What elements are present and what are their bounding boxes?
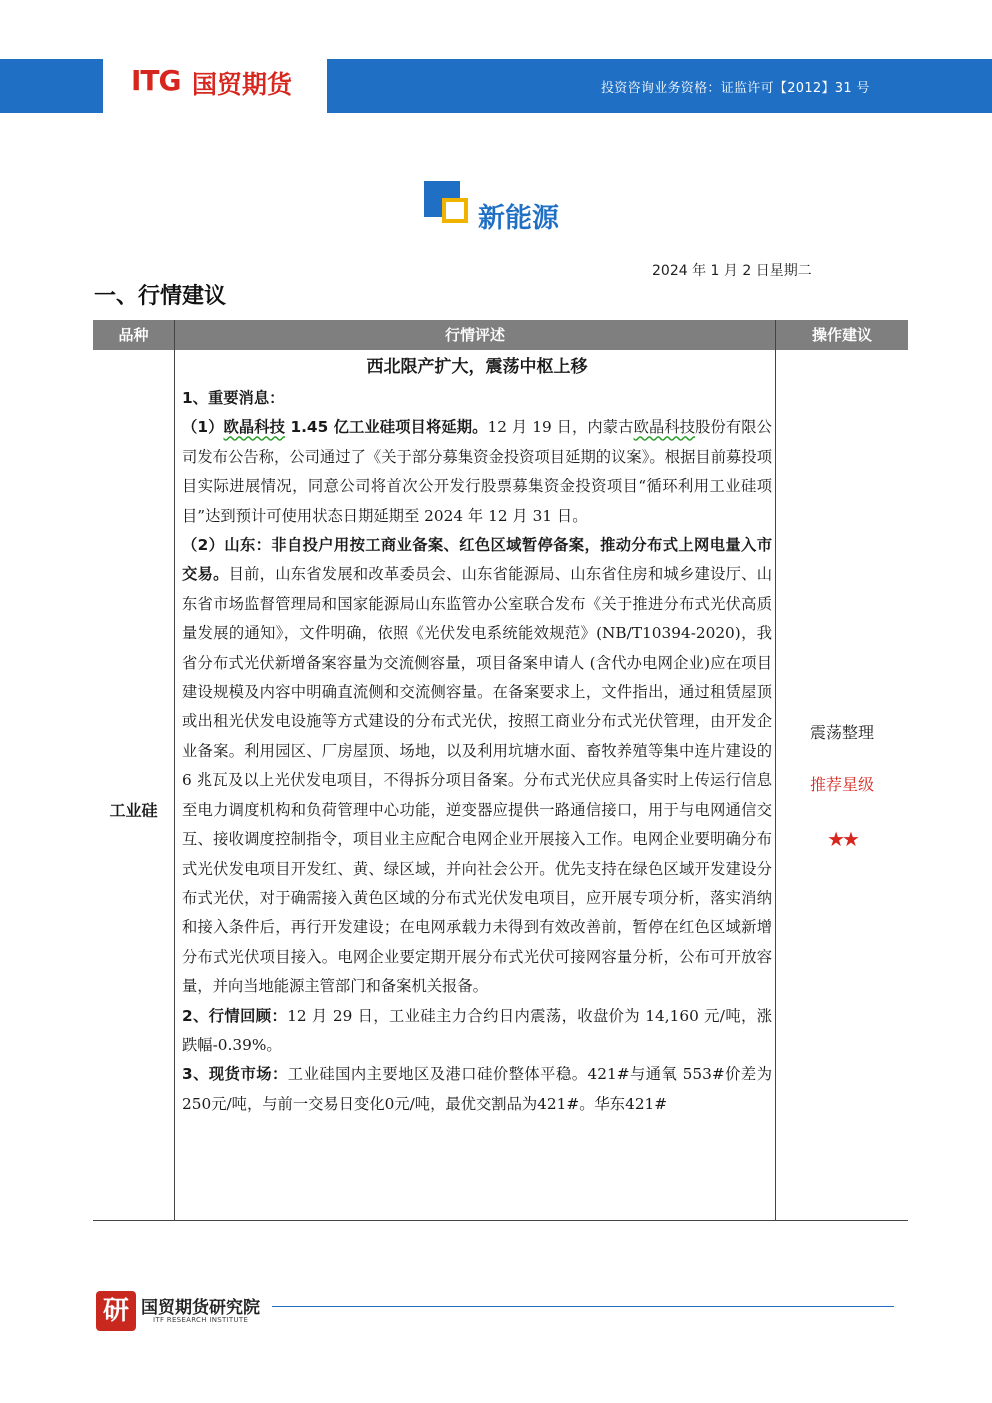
news1-prefix: （1） (182, 418, 224, 437)
square-bullet-icon (424, 181, 472, 225)
footer-institute-english: ITF RESEARCH INSTITUTE (153, 1316, 249, 1324)
license-text: 投资咨询业务资格：证监许可【2012】31 号 (601, 81, 870, 96)
section-title: 新能源 (478, 203, 559, 234)
variety-label: 工业硅 (109, 801, 158, 820)
news-heading: 1、重要消息： (182, 389, 285, 407)
header-variety: 品种 (118, 326, 149, 344)
column-divider (174, 320, 175, 1221)
header-review: 行情评述 (444, 326, 505, 344)
review-cell (182, 350, 772, 1119)
news1-headline: 1.45 亿工业硅项目将延期。 (285, 418, 488, 437)
news1-company-mention: 欧晶科技 (633, 418, 696, 437)
operation-advice: 震荡整理 (809, 723, 874, 742)
news1-company: 欧晶科技 (223, 418, 286, 437)
spot-heading: 3、现货市场： (182, 1065, 288, 1084)
review-heading: 2、行情回顾： (182, 1006, 288, 1025)
star-rating-icon: ★★ (827, 827, 857, 851)
logo-company-name: 国贸期货 (192, 70, 293, 99)
review-title: 西北限产扩大，震荡中枢上移 (366, 357, 588, 377)
footer-divider (272, 1306, 894, 1307)
news1-text-a: 12 月 19 日，内蒙古 (487, 418, 634, 437)
table-header (93, 320, 908, 350)
research-seal-icon: 研 (96, 1291, 136, 1331)
news2-text: 目前，山东省发展和改革委员会、山东省能源局、山东省住房和城乡建设厅、山东省市场监督管理局和国家能源局山东监管办公室联合发布《关于推进分布式光伏高质量发展的通知》，文件明确，依照《光伏发电系统能效规范》(NB/T10394-2020)，我省分布式光伏新增备案容量为交流侧容量，项目备案申请人 (含代办电网企业)应在项目建设规模及内容中明确直流侧和交流侧容量。在备案要求上，文件指出，通过租赁屋顶或出租光伏发电设施等方式建设的分布式光伏，按照工商业分布式光伏管理，由开发企业备案。利用园区、厂房屋顶、场地，以及利用坑塘水面、畜牧养殖等集中连片建设的 6 兆瓦及以上光伏发电项目，不得拆分项目备案。分布式光伏应具备实时上传运行信息至电力调度机构和负荷管理中心功能，逆变器应提供一路通信接口，用于与电网通信交互、接收调度控制指令，项目业主应配合电网企业开展接入工作。电网企业要明确分布式光伏发电项目开发红、黄、绿区域，并向社会公开。优先支持在绿色区域开发建设分布式光伏，对于确需接入黄色区域的分布式光伏发电项目，应开展专项分析，落实消纳和接入条件后，再行开发建设；在电网承载力未得到有效改善前，暂停在红色区域新增分布式光伏项目接入。电网企业要定期开展分布式光伏可接网容量分析，公布可开放容量，并向当地能源主管部门和备案机关报备。 (182, 565, 772, 996)
review-text: 12 月 29 日，工业硅主力合约日内震荡，收盘价为 14,160 元/吨，涨跌幅-0.39%。 (182, 1006, 773, 1054)
variety-cell (93, 350, 174, 1220)
operation-cell (776, 350, 908, 1220)
footer-institute-name: 国贸期货研究院 (141, 1298, 260, 1318)
news2-headline: （2）山东：非自投户用按工商业备案、红色区域暂停备案，推动分布式上网电量入市交易。 (182, 536, 772, 584)
report-date: 2024 年 1 月 2 日星期二 (652, 263, 812, 279)
rating-label: 推荐星级 (809, 775, 874, 794)
logo-itg: ITG (131, 64, 181, 97)
spot-text: 工业硅国内主要地区及港口硅价整体平稳。421#与通氧 553#价差为250元/吨，与前一交易日变化0元/吨，最优交割品为421#。华东421# (182, 1065, 772, 1113)
page-heading: 一、行情建议 (94, 284, 227, 309)
news1-text-b: 股份有限公司发布公告称，公司通过了《关于部分募集资金投资项目延期的议案》。根据目前募投项目实际进展情况，同意公司将首次公开发行股票募集资金投资项目“循环利用工业硅项目”达到预计可使用状态日期延期至 2024 年 12 月 31 日。 (182, 418, 772, 525)
table-bottom-border (93, 1220, 908, 1221)
header-operation: 操作建议 (811, 326, 872, 344)
